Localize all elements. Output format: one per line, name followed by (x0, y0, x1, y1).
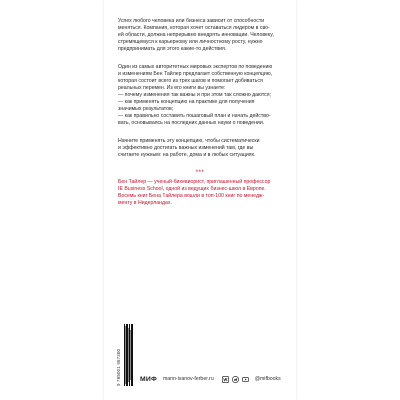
barcode (118, 324, 134, 386)
publisher-logo: МИФ (140, 375, 157, 383)
publisher-website: mann-ivanov-ferber.ru (162, 376, 214, 382)
intro-paragraph: Успех любого человека или бизнеса зависит от способности меняться. Компания, которая хочет оставаться лидером в сво- ей области, должна непрерывно внедрять инновации. Человеку, стремящемуся к карьерному или личностному росту, нужно предпринимать для этого какие-то действия. (118, 18, 274, 52)
author-bio: Бен Тайлер — ученый-бихевиорист, приглашенный профессор IE Business School, одной из ведущих бизнес-школ в Европе. Восемь книг Бена Тайлера вошли в топ-100 книг по менедж- менту в Нидерландах. (118, 179, 271, 206)
social-icons (222, 376, 249, 383)
publisher-row (140, 374, 286, 384)
telegram-icon (232, 376, 239, 383)
isbn-text: 9 785001 957300 (116, 348, 121, 386)
social-handle: @mifbooks (254, 376, 281, 382)
youtube-icon (242, 376, 249, 383)
separator: *** (195, 170, 205, 176)
call-to-action-paragraph: Начните применять эту концепцию, чтобы систематически и эффективно достигать важных изменений там, где вы считаете нужным: на работе, дома и в любых ситуациях. (118, 138, 260, 158)
vk-icon (222, 376, 229, 383)
cover-footer (118, 322, 286, 386)
concept-paragraph: Один из самых авторитетных мировых экспертов по поведению и изменениям Бен Тайлер предлагает собственную концепцию, которая состоит всего из трех шагов и помогает добиваться реальных перемен. Из его книги вы узнаете: — почему изменения так важны и при этом так сложно даются; — как применять концепцию на практике для получения значимых результатов; — как правильно составить пошаговый план и начать действо- вать, основываясь на последних данных науки о поведении. (118, 64, 273, 126)
book-back-cover (104, 0, 296, 400)
cover-text-block (118, 18, 282, 207)
